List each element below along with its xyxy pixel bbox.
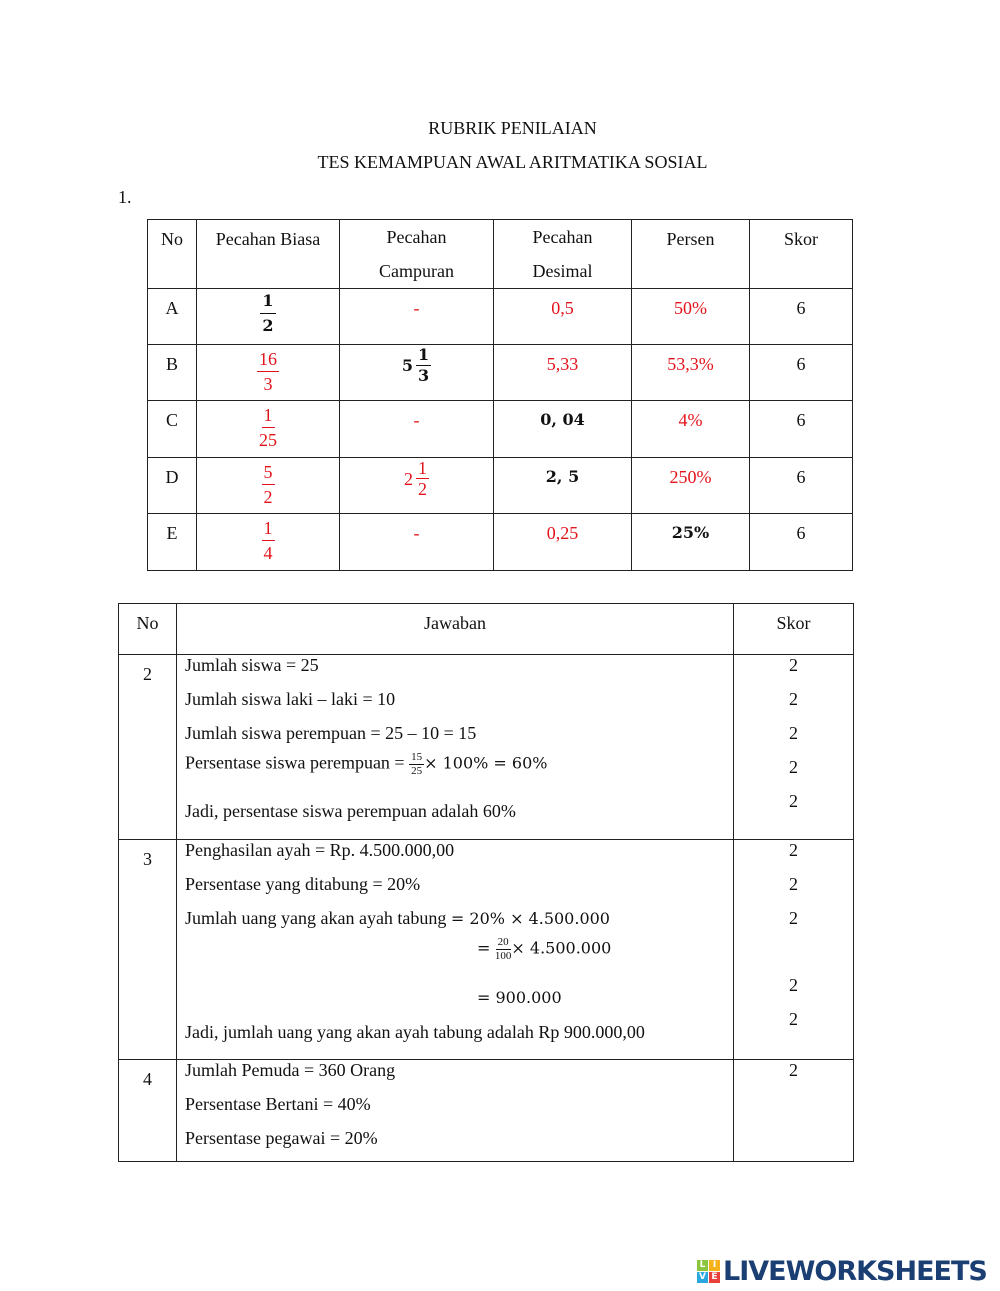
percent-cell: 25% — [632, 514, 750, 571]
answer-line: Persentase yang ditabung = 20% — [185, 874, 421, 894]
mixed-cell: - — [340, 514, 494, 571]
row-label: E — [148, 514, 197, 571]
score-cell: 6 — [750, 514, 853, 571]
score-cell: 6 — [750, 289, 853, 345]
answer-line: Persentase siswa perempuan = $\frac{15}{25}$ × 100% = 60% — [185, 751, 548, 777]
title: RUBRIK PENILAIAN — [428, 118, 597, 138]
percent-cell: 4% — [632, 401, 750, 458]
answer-line: = $\frac{20}{100}$ × 4.500.000 — [477, 936, 612, 962]
fraction-cell: $\frac{1}{2}$ — [197, 289, 340, 345]
table-row — [148, 401, 853, 458]
decimal-cell: 0, 04 — [494, 401, 632, 458]
decimal-cell: 0,5 — [494, 289, 632, 345]
header-jawaban: Jawaban — [177, 604, 734, 655]
score-cell: 2 2 2 2 2 — [734, 840, 854, 1060]
answer-line: Jadi, persentase siswa perempuan adalah 60% — [185, 801, 516, 821]
score-cell: 6 — [750, 458, 853, 514]
fraction-cell: $\frac{1}{25}$ — [197, 401, 340, 458]
answer-line: Jadi, jumlah uang yang akan ayah tabung adalah Rp 900.000,00 — [185, 1022, 645, 1042]
fraction-cell: $\frac{1}{4}$ — [197, 514, 340, 571]
fraction-cell: $\frac{5}{2}$ — [197, 458, 340, 514]
answer-line: Persentase Bertani = 40% — [185, 1094, 371, 1114]
row-label: A — [148, 289, 197, 345]
liveworksheets-logo — [697, 1256, 987, 1287]
decimal-cell: 0,25 — [494, 514, 632, 571]
row-label: B — [148, 345, 197, 401]
percent-cell: 50% — [632, 289, 750, 345]
answer-table — [118, 603, 854, 1162]
question-number: 1. — [118, 187, 132, 207]
header-no: No — [119, 604, 177, 655]
answer-line: Jumlah siswa = 25 — [185, 655, 319, 675]
fraction-table — [147, 219, 853, 571]
percent-cell: 250% — [632, 458, 750, 514]
table-header-row — [148, 220, 853, 289]
table-row-q4 — [119, 1060, 854, 1162]
table-header-row — [119, 604, 854, 655]
table-row — [148, 345, 853, 401]
table-row-q2 — [119, 655, 854, 840]
answer-cell — [177, 840, 734, 1060]
header-skor: Skor — [734, 604, 854, 655]
table-row — [148, 458, 853, 514]
answer-line: = 900.000 — [477, 988, 562, 1007]
answer-line: Jumlah siswa laki – laki = 10 — [185, 689, 396, 709]
header-pecahan-desimal: Pecahan Desimal — [494, 220, 632, 289]
table-row-q3 — [119, 840, 854, 1060]
mixed-cell: 2 $\frac{1}{2}$ — [340, 458, 494, 514]
score-cell: 6 — [750, 401, 853, 458]
fraction-cell: $\frac{16}{3}$ — [197, 345, 340, 401]
logo-badge-icon: L I V E — [697, 1260, 720, 1283]
header-pecahan-biasa: Pecahan Biasa — [197, 220, 340, 289]
row-label: D — [148, 458, 197, 514]
answer-cell — [177, 1060, 734, 1162]
decimal-cell: 2, 5 — [494, 458, 632, 514]
answer-line: Jumlah Pemuda = 360 Orang — [185, 1060, 396, 1080]
answer-line: Persentase pegawai = 20% — [185, 1128, 378, 1148]
mixed-cell: - — [340, 401, 494, 458]
mixed-cell: 5 $\frac{1}{3}$ — [340, 345, 494, 401]
table-row — [148, 514, 853, 571]
table-row — [148, 289, 853, 345]
mixed-cell: - — [340, 289, 494, 345]
row-label: C — [148, 401, 197, 458]
decimal-cell: 5,33 — [494, 345, 632, 401]
question-number: 4 — [119, 1060, 177, 1162]
score-cell: 2 — [734, 1060, 854, 1162]
answer-line: Jumlah uang yang akan ayah tabung = 20% × 4.500.000 — [185, 908, 610, 928]
question-number: 3 — [119, 840, 177, 1060]
score-cell: 2 2 2 2 2 — [734, 655, 854, 840]
header-skor: Skor — [750, 220, 853, 289]
question-number: 2 — [119, 655, 177, 840]
header-no: No — [148, 220, 197, 289]
header-pecahan-campuran: Pecahan Campuran — [340, 220, 494, 289]
header-persen: Persen — [632, 220, 750, 289]
answer-cell — [177, 655, 734, 840]
score-cell: 6 — [750, 345, 853, 401]
logo-text: LIVEWORKSHEETS — [723, 1256, 987, 1287]
subtitle: TES KEMAMPUAN AWAL ARITMATIKA SOSIAL — [317, 152, 708, 172]
answer-line: Penghasilan ayah = Rp. 4.500.000,00 — [185, 840, 455, 860]
percent-cell: 53,3% — [632, 345, 750, 401]
answer-line: Jumlah siswa perempuan = 25 – 10 = 15 — [185, 723, 477, 743]
